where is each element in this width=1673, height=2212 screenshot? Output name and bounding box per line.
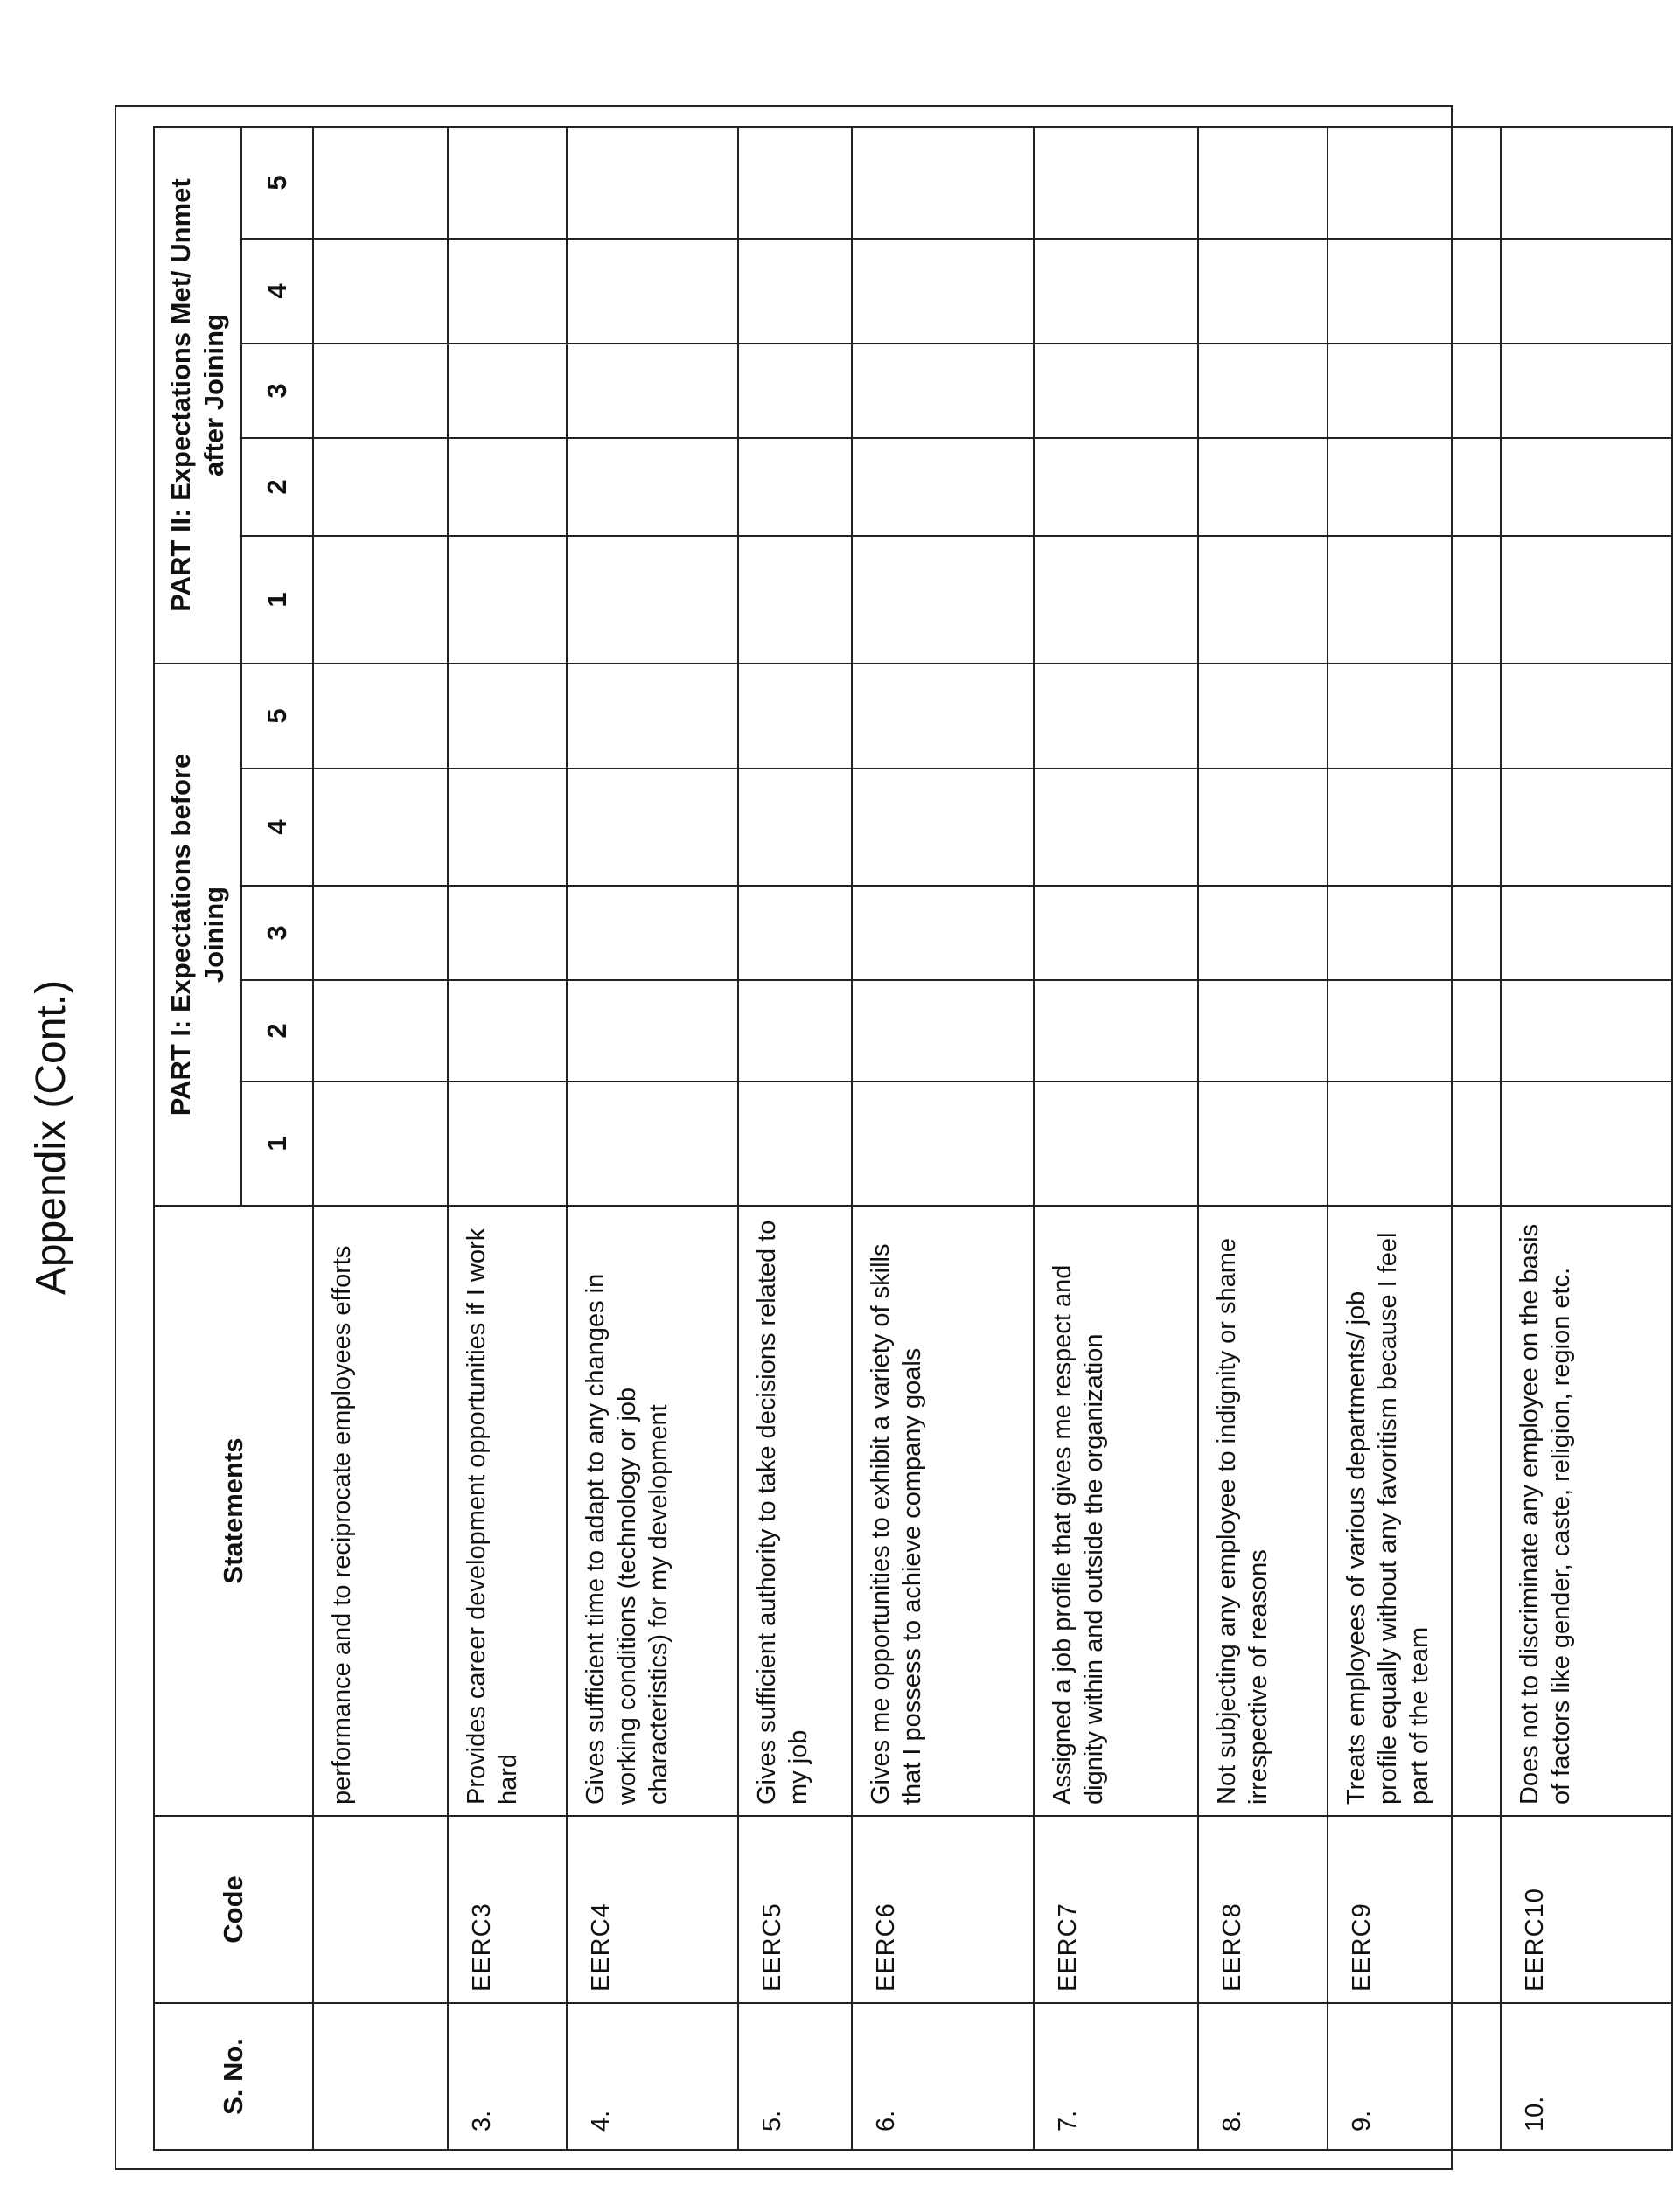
- row-sno: 10.: [1501, 2003, 1672, 2150]
- response-cell-part2-1[interactable]: [1328, 536, 1501, 664]
- response-cell-part1-5[interactable]: [1501, 664, 1672, 769]
- row-statement: Provides career development opportunities if I work hard: [448, 1206, 567, 1816]
- table-body: [313, 127, 1672, 2150]
- response-cell-part2-1[interactable]: [567, 536, 738, 664]
- response-cell-part1-4[interactable]: [567, 769, 738, 886]
- part2-scale-4: 4: [241, 239, 313, 344]
- row-statement: performance and to reciprocate employees efforts: [313, 1206, 448, 1816]
- response-cell-part1-3[interactable]: [1198, 886, 1328, 980]
- row-code: EERC10: [1501, 1816, 1672, 2003]
- response-cell-part1-5[interactable]: [448, 664, 567, 769]
- header-statements: Statements: [154, 1206, 313, 1816]
- part1-scale-4: 4: [241, 769, 313, 886]
- response-cell-part2-5[interactable]: [738, 127, 852, 239]
- row-statement: Gives sufficient time to adapt to any changes in working conditions (technology or job characteristics) for my development: [567, 1206, 738, 1816]
- response-cell-part2-4[interactable]: [313, 239, 448, 344]
- response-cell-part2-4[interactable]: [1034, 239, 1198, 344]
- response-cell-part1-4[interactable]: [313, 769, 448, 886]
- response-cell-part2-3[interactable]: [1198, 344, 1328, 438]
- response-cell-part1-1[interactable]: [1501, 1082, 1672, 1206]
- row-sno: [313, 2003, 448, 2150]
- part1-scale-3: 3: [241, 886, 313, 980]
- row-code: EERC9: [1328, 1816, 1501, 2003]
- response-cell-part2-3[interactable]: [448, 344, 567, 438]
- response-cell-part1-4[interactable]: [852, 769, 1034, 886]
- part2-scale-2: 2: [241, 438, 313, 536]
- response-cell-part2-2[interactable]: [852, 438, 1034, 536]
- part2-scale-3: 3: [241, 344, 313, 438]
- response-cell-part2-3[interactable]: [567, 344, 738, 438]
- response-cell-part1-2[interactable]: [1198, 980, 1328, 1082]
- row-statement: Assigned a job profile that gives me respect and dignity within and outside the organization: [1034, 1206, 1198, 1816]
- header-part1: PART I: Expectations before Joining: [154, 664, 241, 1206]
- table-row: [1328, 127, 1501, 2150]
- response-cell-part1-2[interactable]: [1501, 980, 1672, 1082]
- response-cell-part1-1[interactable]: [1034, 1082, 1198, 1206]
- response-cell-part1-3[interactable]: [852, 886, 1034, 980]
- response-cell-part1-2[interactable]: [1328, 980, 1501, 1082]
- table-row: [448, 127, 567, 2150]
- table-row: [1034, 127, 1198, 2150]
- response-cell-part1-3[interactable]: [567, 886, 738, 980]
- response-cell-part1-4[interactable]: [738, 769, 852, 886]
- response-cell-part2-1[interactable]: [1034, 536, 1198, 664]
- response-cell-part2-1[interactable]: [448, 536, 567, 664]
- row-sno: 4.: [567, 2003, 738, 2150]
- row-code: EERC7: [1034, 1816, 1198, 2003]
- response-cell-part1-1[interactable]: [738, 1082, 852, 1206]
- response-cell-part2-4[interactable]: [1198, 239, 1328, 344]
- part2-scale-5: 5: [241, 127, 313, 239]
- response-cell-part1-3[interactable]: [1501, 886, 1672, 980]
- response-cell-part2-2[interactable]: [1501, 438, 1672, 536]
- response-cell-part1-4[interactable]: [1198, 769, 1328, 886]
- header-code: Code: [154, 1816, 313, 2003]
- response-cell-part2-1[interactable]: [852, 536, 1034, 664]
- response-cell-part2-2[interactable]: [448, 438, 567, 536]
- row-sno: 5.: [738, 2003, 852, 2150]
- response-cell-part1-4[interactable]: [1328, 769, 1501, 886]
- part1-scale-2: 2: [241, 980, 313, 1082]
- response-cell-part2-5[interactable]: [1328, 127, 1501, 239]
- row-statement: Gives me opportunities to exhibit a variety of skills that I possess to achieve company goals: [852, 1206, 1034, 1816]
- response-cell-part2-5[interactable]: [852, 127, 1034, 239]
- part1-scale-1: 1: [241, 1082, 313, 1206]
- row-sno: 9.: [1328, 2003, 1501, 2150]
- header-sno: S. No.: [154, 2003, 313, 2150]
- response-cell-part1-3[interactable]: [448, 886, 567, 980]
- response-cell-part1-2[interactable]: [313, 980, 448, 1082]
- response-cell-part1-1[interactable]: [1198, 1082, 1328, 1206]
- response-cell-part2-5[interactable]: [1501, 127, 1672, 239]
- response-cell-part2-3[interactable]: [1328, 344, 1501, 438]
- response-cell-part1-5[interactable]: [567, 664, 738, 769]
- response-cell-part2-1[interactable]: [1198, 536, 1328, 664]
- response-cell-part1-2[interactable]: [852, 980, 1034, 1082]
- row-sno: 8.: [1198, 2003, 1328, 2150]
- row-sno: 6.: [852, 2003, 1034, 2150]
- row-code: EERC4: [567, 1816, 738, 2003]
- response-cell-part1-5[interactable]: [1198, 664, 1328, 769]
- header-part2: PART II: Expectations Met/ Unmet after Joining: [154, 127, 241, 664]
- response-cell-part1-3[interactable]: [1034, 886, 1198, 980]
- response-cell-part2-3[interactable]: [313, 344, 448, 438]
- response-cell-part1-2[interactable]: [738, 980, 852, 1082]
- response-cell-part2-4[interactable]: [567, 239, 738, 344]
- response-cell-part2-4[interactable]: [448, 239, 567, 344]
- row-code: EERC5: [738, 1816, 852, 2003]
- row-statement: Treats employees of various departments/ job profile equally without any favoritism because I feel part of the team: [1328, 1206, 1501, 1816]
- response-cell-part2-1[interactable]: [1501, 536, 1672, 664]
- response-cell-part1-5[interactable]: [1328, 664, 1501, 769]
- table-row: [852, 127, 1034, 2150]
- response-cell-part2-2[interactable]: [313, 438, 448, 536]
- response-cell-part2-4[interactable]: [738, 239, 852, 344]
- response-cell-part1-5[interactable]: [852, 664, 1034, 769]
- response-cell-part1-2[interactable]: [448, 980, 567, 1082]
- response-cell-part1-4[interactable]: [1034, 769, 1198, 886]
- response-cell-part2-5[interactable]: [1034, 127, 1198, 239]
- response-cell-part2-2[interactable]: [1328, 438, 1501, 536]
- row-code: EERC6: [852, 1816, 1034, 2003]
- response-cell-part1-3[interactable]: [738, 886, 852, 980]
- appendix-table: [153, 126, 1673, 2151]
- response-cell-part2-3[interactable]: [1501, 344, 1672, 438]
- response-cell-part2-4[interactable]: [1328, 239, 1501, 344]
- part2-scale-1: 1: [241, 536, 313, 664]
- response-cell-part1-4[interactable]: [448, 769, 567, 886]
- response-cell-part2-2[interactable]: [567, 438, 738, 536]
- row-statement: Gives sufficient authority to take decisions related to my job: [738, 1206, 852, 1816]
- response-cell-part1-3[interactable]: [313, 886, 448, 980]
- table-row: [1198, 127, 1328, 2150]
- response-cell-part2-4[interactable]: [852, 239, 1034, 344]
- table-header-row: [154, 127, 241, 2150]
- response-cell-part2-2[interactable]: [1198, 438, 1328, 536]
- part1-scale-5: 5: [241, 664, 313, 769]
- table-row: [738, 127, 852, 2150]
- response-cell-part2-4[interactable]: [1501, 239, 1672, 344]
- response-cell-part2-5[interactable]: [448, 127, 567, 239]
- response-cell-part1-1[interactable]: [567, 1082, 738, 1206]
- response-cell-part2-1[interactable]: [313, 536, 448, 664]
- response-cell-part2-5[interactable]: [567, 127, 738, 239]
- response-cell-part2-5[interactable]: [313, 127, 448, 239]
- row-statement: Does not to discriminate any employee on the basis of factors like gender, caste, religion, region etc.: [1501, 1206, 1672, 1816]
- response-cell-part1-1[interactable]: [313, 1082, 448, 1206]
- table-row: [1501, 127, 1672, 2150]
- row-code: EERC8: [1198, 1816, 1328, 2003]
- response-cell-part1-5[interactable]: [313, 664, 448, 769]
- row-code: [313, 1816, 448, 2003]
- page-title: Appendix (Cont.): [28, 979, 74, 1296]
- table-row: [567, 127, 738, 2150]
- row-code: EERC3: [448, 1816, 567, 2003]
- response-cell-part1-1[interactable]: [448, 1082, 567, 1206]
- rotated-page: [28, 105, 1575, 2170]
- response-cell-part1-1[interactable]: [1328, 1082, 1501, 1206]
- row-sno: 3.: [448, 2003, 567, 2150]
- row-statement: Not subjecting any employee to indignity or shame irrespective of reasons: [1198, 1206, 1328, 1816]
- response-cell-part1-2[interactable]: [567, 980, 738, 1082]
- row-sno: 7.: [1034, 2003, 1198, 2150]
- response-cell-part1-5[interactable]: [1034, 664, 1198, 769]
- table-row: [313, 127, 448, 2150]
- response-cell-part2-2[interactable]: [1034, 438, 1198, 536]
- response-cell-part1-4[interactable]: [1501, 769, 1672, 886]
- response-cell-part1-3[interactable]: [1328, 886, 1501, 980]
- response-cell-part2-3[interactable]: [1034, 344, 1198, 438]
- response-cell-part1-2[interactable]: [1034, 980, 1198, 1082]
- response-cell-part2-3[interactable]: [738, 344, 852, 438]
- response-cell-part2-2[interactable]: [738, 438, 852, 536]
- response-cell-part2-1[interactable]: [738, 536, 852, 664]
- response-cell-part1-5[interactable]: [738, 664, 852, 769]
- response-cell-part2-3[interactable]: [852, 344, 1034, 438]
- response-cell-part1-1[interactable]: [852, 1082, 1034, 1206]
- response-cell-part2-5[interactable]: [1198, 127, 1328, 239]
- appendix-table-wrapper: [153, 126, 1673, 2151]
